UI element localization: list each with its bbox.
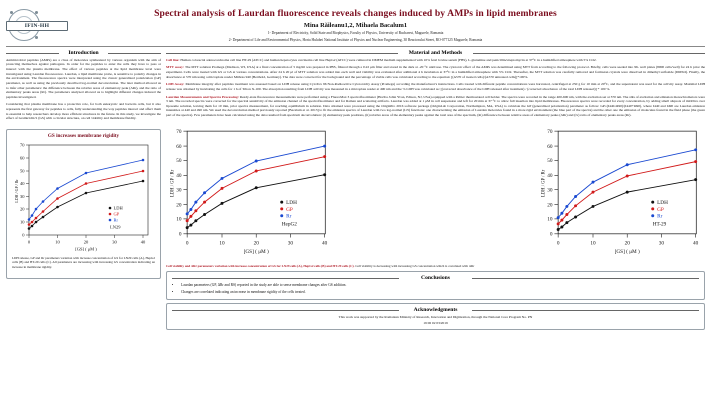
svg-text:10: 10 (19, 219, 24, 225)
header-divider (6, 46, 705, 47)
svg-text:20: 20 (176, 202, 182, 209)
svg-text:HT-29: HT-29 (652, 221, 667, 228)
svg-text:0: 0 (556, 240, 560, 247)
acknowledgment-box (166, 303, 705, 330)
svg-text:20: 20 (624, 240, 630, 247)
results-bottom-caption-text: Cell viability is decreasing with increasing GS concentration which is correlated with ΔRr (355, 264, 475, 269)
materials-text-cellline: Human colorectal adenocarcinoma cell line HT-29 (ATCC) and human hepatocytes carcinoma cell line HepG2 (ATCC) were cultured in DMEM medium supplemented with 10% fetal bovine serum (FBS), L-glutamine and penicillin/streptomycin at 37°C in a humidified atmosphere with 5% CO2. (180, 57, 597, 62)
chart-a (12, 141, 156, 253)
logo-label: IFIN-HH (6, 21, 68, 31)
svg-text:30: 30 (111, 239, 117, 245)
svg-text:LDH: LDH (657, 199, 668, 206)
logo-dot-2 (35, 36, 38, 39)
svg-text:40: 40 (547, 173, 553, 180)
materials-item-laurdan (166, 95, 705, 118)
materials-label-cellline: Cell line: (166, 57, 180, 62)
svg-text:LN29: LN29 (109, 224, 120, 230)
svg-text:10: 10 (176, 216, 182, 223)
svg-text:10: 10 (54, 239, 60, 245)
svg-text:10: 10 (219, 240, 225, 247)
logo-dot-1 (10, 11, 13, 14)
affiliation-1: 1- Department of Electricity, Solid State and Biophysics, Faculty of Physics, University of Bucharest, Magurele, Romania (267, 31, 444, 36)
chart-c (537, 126, 705, 262)
svg-text:70: 70 (547, 129, 553, 136)
svg-text:LDH: LDH (286, 199, 297, 206)
svg-text:10: 10 (590, 240, 596, 247)
materials-text-laurdan: Ready-state fluorescence measurements were performed using a FluoroMax 3 spectrofluorimeter (Horiba Jobin Yvon, Edison, NJ, USA) equipped with a Peltier thermostated cell holder. The spectra were recorded in the range 400-600 nm, with the excitation set at 370 nm. The slits of excitation and emission monochromators were 3 nm. The recorded spectra were corrected for the spectral sensitivity of the emission channel of the spectrofluorimeter and for Raman and scattering artifacts. Laurdan was added at 1 μM in cell suspension and left for 20 min at 37 °C to allow full insertion into lipid membranes. Fluorescence spectra were recorded for every concentration, by adding small aliquots of mitUltra over liposome solution, leaving them for 10 min, prior spectra measurement, for reaching equilibrium in solution. Data obtained were processed using the OriginPro 2016 software package (OriginLab Corporation, Northampton, MA, USA) to calculate the GP (generalized polarization) parameter as follow: GP=(I440-I490)/(I440+I490), where I440 and I490 are Laurdan emission intensities at 440 and 490 nm. We used the deconvolution method previously reported [Bacalum et al. 2013] to fit the emission spectra of Laurdan with two log-normal (LN) functions: one characterizing the emission of Laurdan molecules found in a more rigid environment (the blue part of the spectra) and the other one the emission of molecules found in the fluid phase (the green part of the spectra). Few parameters have been calculated using the data resulted from spectrum deconvolution: (i) elementary peak positions, (ii) relative areas of the elementary peaks against the total area of the spectrum, (iii) difference between relative areas of elementary peaks (ΔRr) and (iv) ratio of elementary peaks areas (Rr). (166, 94, 706, 118)
svg-text:50: 50 (547, 158, 553, 165)
section-heading-conclusions: Conclusions (172, 275, 699, 281)
svg-text:Rr: Rr (286, 213, 292, 220)
materials-item-ldh (166, 82, 705, 91)
svg-text:20: 20 (19, 206, 24, 212)
svg-text:50: 50 (19, 168, 24, 174)
section-heading-acknowledgments: Acknowledgments (172, 307, 699, 313)
svg-text:LDH / GP / Rr: LDH / GP / Rr (541, 169, 547, 198)
svg-text:LDH / GP / Rr: LDH / GP / Rr (170, 169, 176, 198)
conclusion-item-1: • Laurdan parameters (GP, ΔRr and RS) reported in the study are able to sense membrane changes after GS addition. (181, 283, 699, 288)
acknowledgment-line-2: 19 06 02 03/2019 (423, 320, 448, 325)
svg-text:LDH / GP / Rr: LDH / GP / Rr (13, 179, 19, 203)
results-row (6, 126, 705, 330)
svg-text:GP: GP (113, 211, 119, 217)
svg-text:60: 60 (19, 155, 24, 161)
section-heading-materials: Material and Methods (166, 50, 705, 56)
section-heading-introduction: Introduction (6, 50, 161, 56)
svg-text:40: 40 (19, 181, 24, 187)
svg-text:LDH: LDH (113, 205, 123, 211)
results-panel-title: GS increases membrane rigidity (47, 133, 120, 140)
results-panel (6, 129, 161, 279)
svg-text:70: 70 (19, 142, 24, 148)
svg-text:60: 60 (176, 143, 182, 150)
chart-a-svg (12, 141, 156, 253)
affiliation-2: 2- Department of Life and Environmental Physics, Horia Hulubei National Institute of Physics and Nuclear Engineering, 30 Reactorului Street, RO-077125 Magurele, Romania (228, 37, 483, 42)
svg-text:0: 0 (27, 239, 30, 245)
acknowledgment-line-1: This work was supported by the Romanian Ministry of Research, Innovation and Digitization, through the National Core Program No. PN (338, 315, 533, 320)
materials-item-cellline (166, 58, 705, 63)
svg-text:30: 30 (287, 240, 294, 247)
svg-text:40: 40 (176, 173, 182, 180)
chart-c-svg (537, 126, 705, 257)
svg-text:GP: GP (286, 206, 293, 213)
intro-paragraph-1: Antimicrobial peptides (AMPs) are a class of molecules synthesized by various organism with the aim of protecting themselves against pathogens. In order for the peptides to enter the cells they have to pass or interact with the plasma membrane. The effect of various peptides at the lipid membrane level were investigated using Laurdan fluorescence. Laurdan, a lipid membrane probe, is sensitive to polarity changes in the environment. The fluorescence spectra were interpreted using the classic generalized polarization (GP) parameter, as well as using the previously described log-normal deconvolution. The later method allowed us to infer other parameters: the difference between the relative areas of elementary peak (ΔRr), and the ratio of elementary peaks areas (Rr). The parameters analyzed allowed us to highlight different changes induced the peptides investigated. (6, 57, 161, 99)
materials-item-mtt (166, 65, 705, 79)
svg-text:[GS] ( μM ): [GS] ( μM ) (614, 249, 640, 256)
institute-logo (6, 5, 68, 45)
svg-text:70: 70 (176, 129, 182, 136)
svg-text:0: 0 (21, 232, 24, 238)
svg-text:Rr: Rr (657, 213, 663, 220)
svg-text:40: 40 (693, 240, 699, 247)
column-materials (166, 50, 705, 121)
svg-text:Rr: Rr (113, 217, 118, 223)
svg-text:60: 60 (547, 143, 553, 150)
svg-text:30: 30 (19, 194, 24, 200)
svg-text:20: 20 (547, 202, 553, 209)
svg-text:[GS] ( μM ): [GS] ( μM ) (74, 246, 97, 252)
results-right (166, 126, 705, 330)
svg-text:30: 30 (176, 187, 182, 194)
materials-label-mtt: MTT assay: (166, 65, 185, 70)
svg-text:20: 20 (83, 239, 88, 245)
materials-label-laurdan: Laurdan Measurements and Spectra Processing: (166, 94, 239, 99)
svg-text:50: 50 (176, 158, 182, 165)
svg-text:0: 0 (178, 231, 182, 238)
chart-row-bc (166, 126, 705, 262)
results-bottom-caption (166, 264, 705, 268)
svg-text:HepG2: HepG2 (281, 221, 297, 228)
conclusions-list (172, 283, 699, 294)
conclusion-item-2: • Changes are correlated indicating an increase in membrane rigidity of the cells treated. (181, 290, 699, 295)
conclusions-box (166, 271, 705, 300)
svg-text:10: 10 (547, 216, 553, 223)
content-columns (6, 50, 705, 124)
chart-b-svg (166, 126, 334, 257)
results-left-note: LDH release, GP and Rr parameters variation with increase concentration of GS for LN29 cells (A), HepG2 cells (B) and HT-29 cells (C). All parameters are increasing with increasing GS concentration indicating an increase in membrane rigidity. (12, 256, 155, 269)
svg-text:GP: GP (657, 206, 664, 213)
svg-text:[GS] ( μM ): [GS] ( μM ) (243, 249, 269, 256)
column-introduction (6, 50, 161, 124)
materials-text-mtt: The MTT solution Promega (Madison, WI, USA) at a final concentration of 5 mg/ml was prepared in PBS, filtered through a 0.22 μm filter and stored in the dark at -20 °C until use. The cytotoxic effect of the AMPs was determined using MTT from according to the following protocol. Briefly, cells were seeded into 96- well plates (8000 cells/well) for 24 h prior the experiment. Cells were treated with GS or GS at various concentrations. After 24 h 20 μl of MTT solution was added into each well and viability was evaluated after additional 4 h incubation at 37°C in a humidified atmosphere with 5% CO2. Thereafter, the MTT solution was carefully removed and formazan crystals were dissolved in dimethyl sulfoxide (DMSO). Finally, the absorbance at 570 nm using a microplate reader Mithras 940 (Berthold, Germany). The data were corrected for the background and the percentage of viable cells was calculated according to the equation: [(A570 of treated cells)/(A570 untreated cells)]*100%. (166, 65, 705, 79)
materials-text-ldh: Membrane integrity after peptides treatment was assessed based on LDH release using CytoTox 96 Non-Radioactive Cytotoxicity Assay (Promega) according the manufacturer's instructions. Cells treated with different peptide concentrations were harvested, centrifuged at 250 g for 10 min at 20°C, and the supernatant was used for the activity assay. Maximal LDH release was obtained by incubating the cells for 1 h of Triton X-100. The absorption resulting from LDH activity was measured in a microplate reader at 490 nm and the % LDH was calculated as: [(corrected absorbance of the LDH released after treatment) / (corrected absorbance of the total LDH released)] * 100 %. (166, 82, 706, 91)
svg-text:40: 40 (140, 239, 145, 245)
svg-text:0: 0 (185, 240, 189, 247)
svg-text:0: 0 (549, 231, 553, 238)
results-left (6, 126, 161, 279)
results-bottom-caption-label: Cell viability and ΔRr parameters variation with increase concentration of GS for LN29 cells (A), HepG2 cells (B) and HT-29 cells (C). (166, 264, 355, 269)
svg-text:30: 30 (547, 187, 553, 194)
page-title: Spectral analysis of Laurdan fluorescence reveals changes induced by AMPs in lipid membranes (154, 8, 557, 19)
chart-b (166, 126, 334, 262)
materials-label-ldh: LDH Assay: (166, 82, 185, 87)
logo-dot-3 (35, 11, 38, 14)
svg-text:40: 40 (322, 240, 328, 247)
author-list: Mina Răileanu1,2, Mihaela Bacalum1 (303, 22, 408, 30)
svg-text:30: 30 (658, 240, 665, 247)
svg-text:20: 20 (253, 240, 259, 247)
intro-paragraph-2: Considering that plasma membrane has a protective role, for both eukaryotic and bacteria cells, but it also represents the first gateway for peptides to cells, fully understanding the way peptides interact and affect them is essential to help researchers develop more efficient structures in the future. In this study, we investigate the effect of Gramicidin S (GS) with a circular structure, on cell viability and membrane fluidity. (6, 102, 161, 121)
